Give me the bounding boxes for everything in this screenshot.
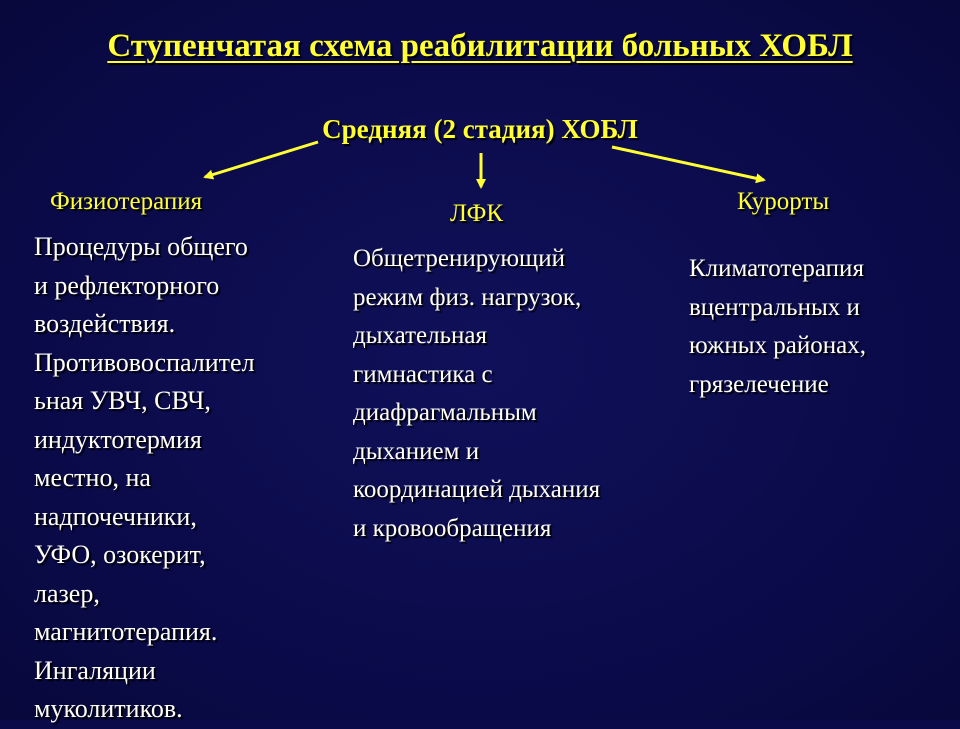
text-line: УФО, озокерит, [34, 540, 206, 569]
text-line: Противовоспалител [34, 347, 255, 377]
heading-physiotherapy: Физиотерапия [50, 188, 203, 215]
text-line: надпочечники, [34, 501, 197, 531]
text-line: координацией дыхания [353, 476, 601, 503]
text-line: лазер, [34, 578, 100, 608]
text-line: муколитиков. [34, 694, 183, 723]
text-line: Процедуры общего [34, 232, 248, 261]
text-line: воздействия. [34, 309, 176, 338]
text-line: режим физ. нагрузок, [353, 283, 582, 311]
text-line: и кровообращения [353, 514, 552, 542]
text-line: грязелечение [689, 370, 829, 398]
resorts-text [689, 250, 866, 404]
text-line: местно, на [34, 463, 151, 492]
text-line: дыхательная [353, 322, 488, 349]
text-line: ьная УВЧ, СВЧ, [34, 386, 211, 415]
arrow-left [205, 142, 318, 177]
arrow-right [612, 147, 764, 180]
text-line: южных районах, [689, 332, 866, 359]
heading-resorts: Курорты [737, 188, 830, 215]
text-line: диафрагмальным [353, 399, 537, 426]
stage-heading: Средняя (2 стадия) ХОБЛ [322, 114, 638, 144]
physiotherapy-text [34, 228, 255, 729]
text-line: вцентральных и [689, 293, 860, 321]
text-line: магнитотерапия. [34, 617, 218, 646]
text-line: Общетренирующий [353, 245, 566, 272]
heading-exercise-therapy: ЛФК [450, 200, 504, 227]
exercise-therapy-text [353, 240, 600, 548]
text-line: и рефлекторного [34, 270, 220, 300]
text-line: Ингаляции [34, 655, 156, 685]
text-line: дыханием и [353, 437, 480, 465]
text-line: гимнастика с [353, 360, 493, 388]
text-line: Климатотерапия [689, 255, 864, 282]
slide-title: Ступенчатая схема реабилитации больных ХОБЛ [107, 28, 853, 64]
text-line: индуктотермия [34, 424, 202, 454]
